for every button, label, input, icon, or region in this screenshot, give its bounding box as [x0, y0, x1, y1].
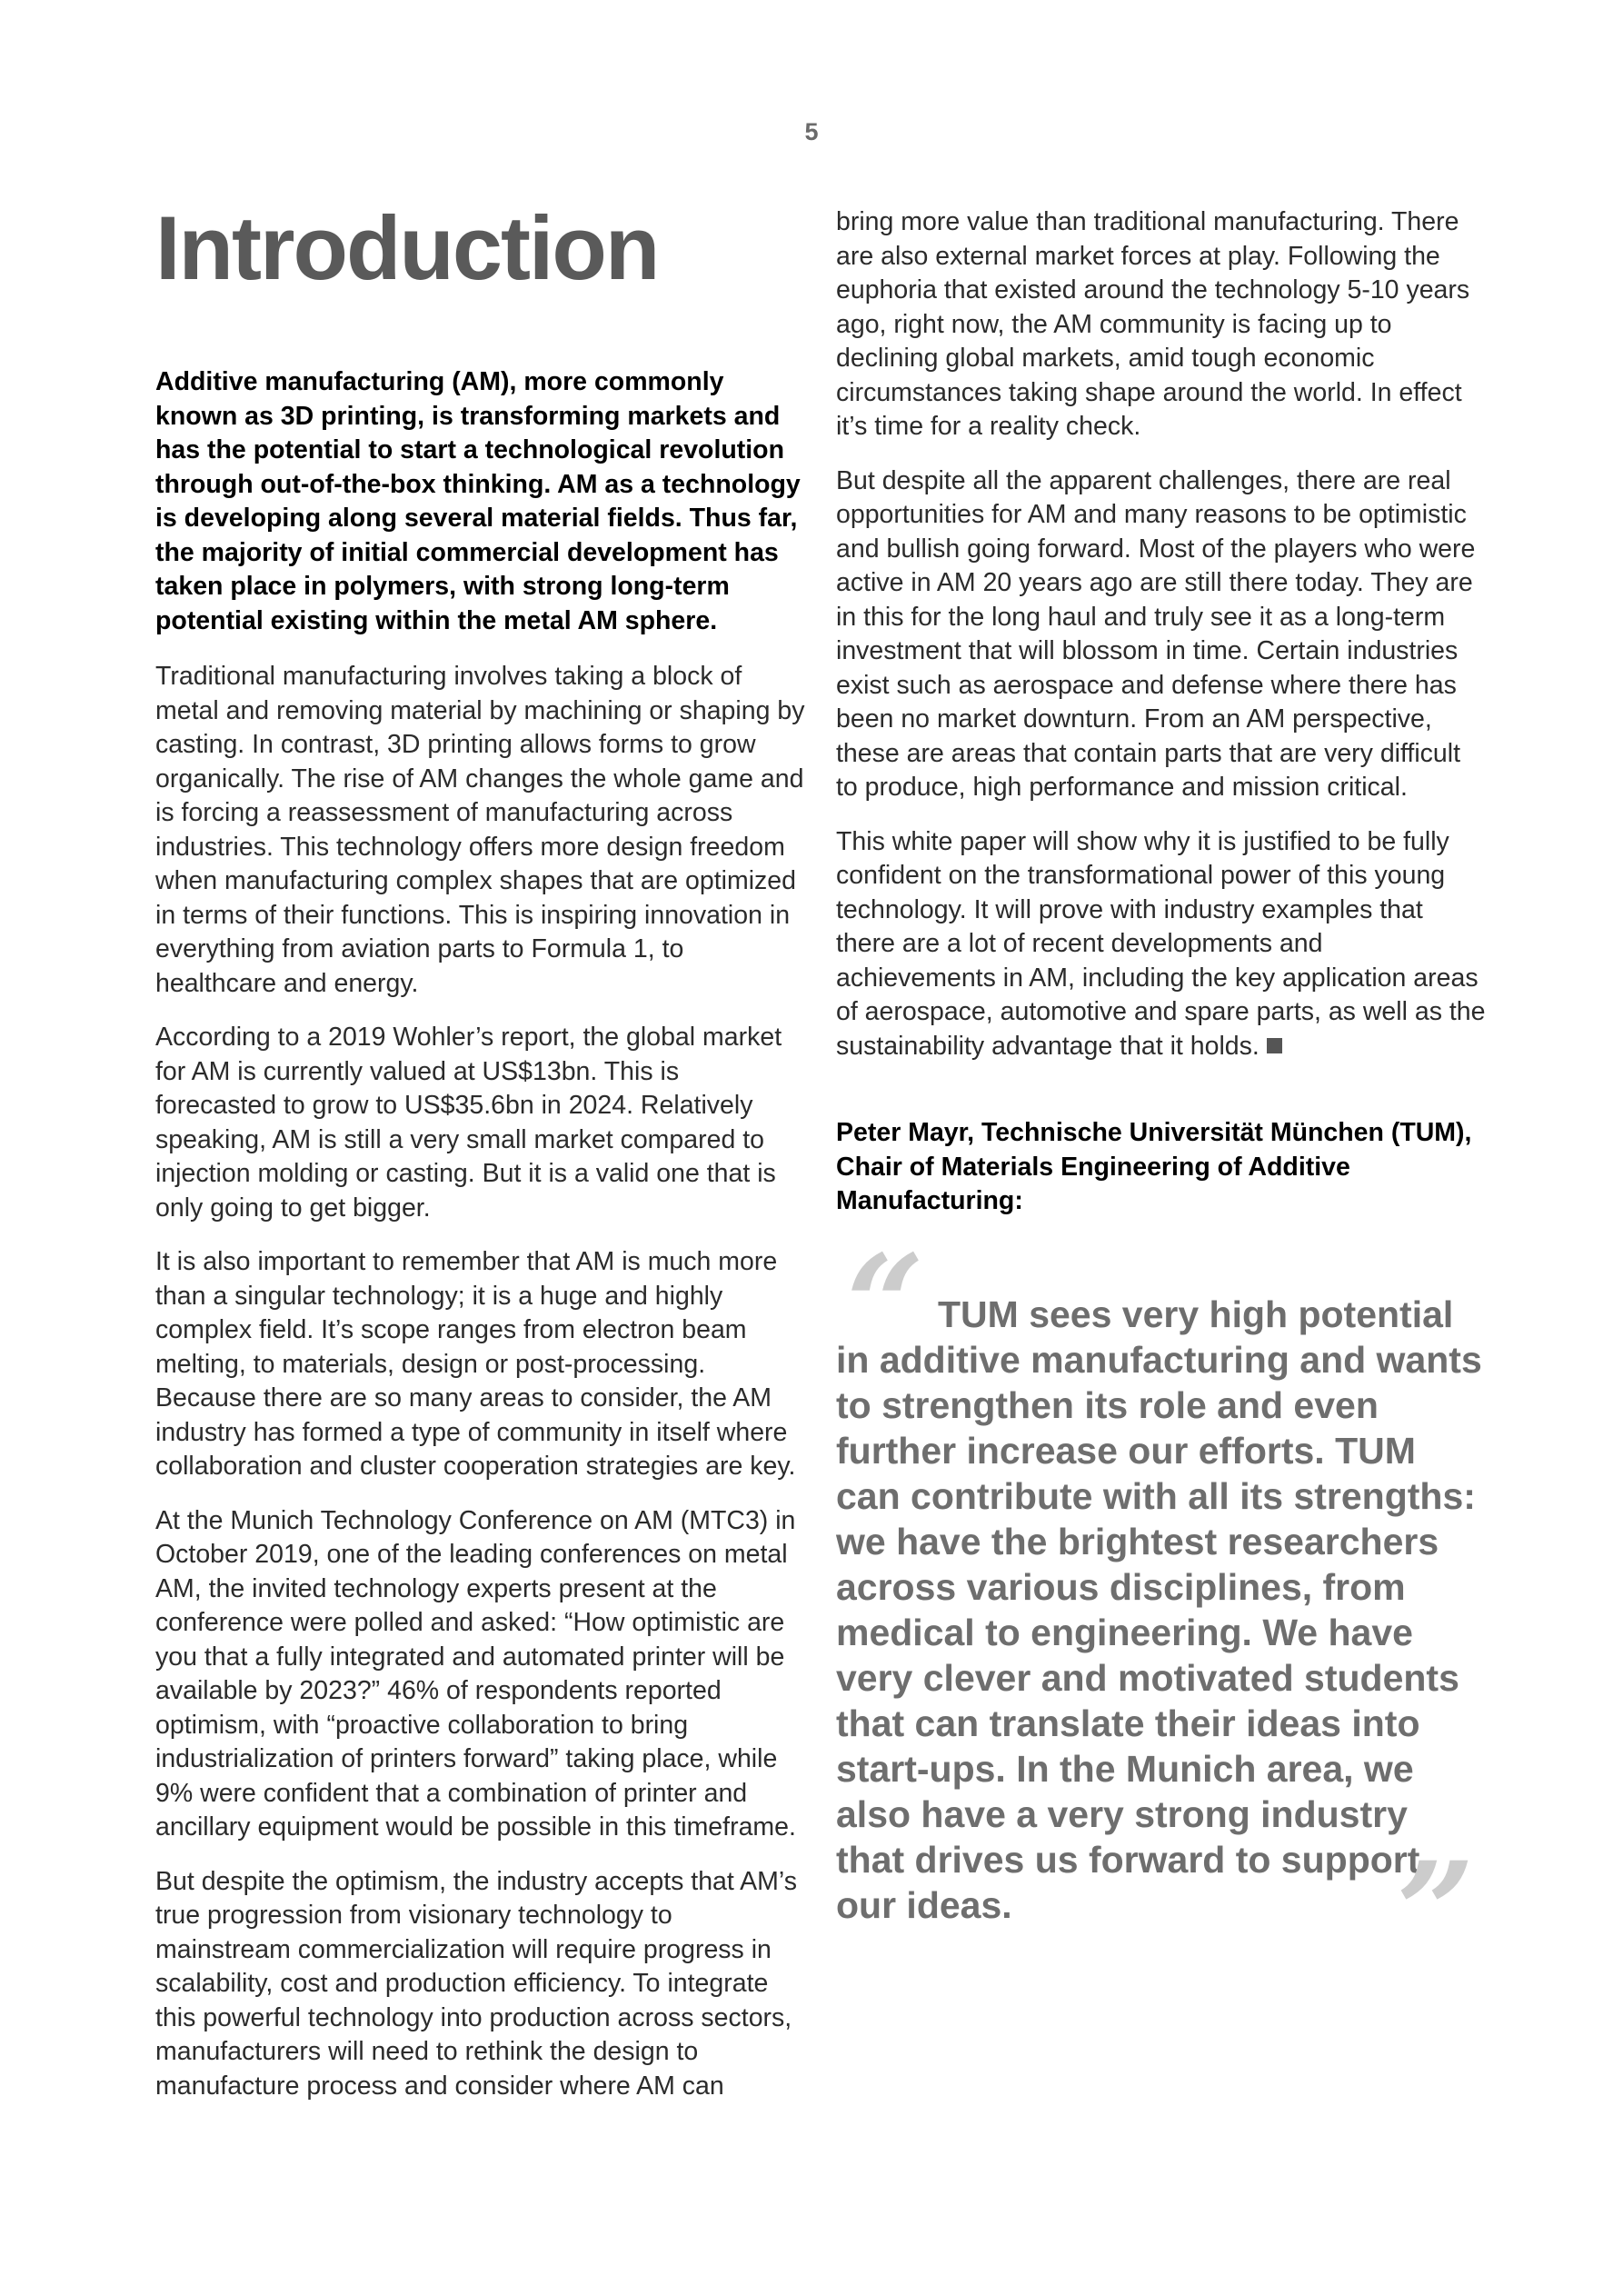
body-paragraph: According to a 2019 Wohler’s report, the global market for AM is currently valued at US$13bn. This is forecasted to grow to US$35.6bn in 2024. Relatively speaking, AM is still a very small market compared to injection molding or casting. But it is a valid one that is only going to get bigger.: [155, 1023, 782, 1223]
lead-paragraph: Additive manufacturing (AM), more commonly known as 3D printing, is transforming markets and has the potential to start a technological revolution through out-of-the-box thinking. AM as a technology is developing along several material fields. Thus far, the majority of initial commercial development has taken place in polymers, with strong long-term potential existing within the metal AM sphere.: [155, 367, 801, 635]
right-column: [836, 205, 1486, 1992]
closing-paragraph: [836, 825, 1486, 1064]
left-column: [155, 191, 805, 2123]
end-of-article-mark: [1267, 1038, 1282, 1053]
page-title: Introduction: [155, 197, 659, 298]
pull-quote-text: TUM sees very high potential in additive manufacturing and wants to strengthen its role and even further increase our efforts. TUM can contribute with all its strengths: we have the brightest researchers across various disciplines, from medical to engineering. We have very clever and motivated students that can translate their ideas into start-ups. In the Munich area, we also have a very strong industry that drives us forward to support our ideas.: [836, 1293, 1482, 1926]
body-paragraph: But despite the optimism, the industry accepts that AM’s true progression from visionary technology to mainstream commercialization will require progress in scalability, cost and production efficiency. To integrate this powerful technology into production across sectors, manufacturers will need to rethink the design to manufacture process and consider where AM can: [155, 1866, 797, 2101]
pull-quote: [836, 1224, 1486, 1992]
body-paragraph: bring more value than traditional manufacturing. There are also external market forces at play. Following the euphoria that existed around the technology 5-10 years ago, right now, the AM community is facing up to declining global markets, amid tough economic circumstances taking shape around the world. In effect it’s time for a reality check.: [836, 207, 1470, 441]
quote-attribution: Peter Mayr, Technische Universität München (TUM), Chair of Materials Engineering of Additive Manufacturing:: [836, 1118, 1472, 1215]
body-paragraph: But despite all the apparent challenges, there are real opportunities for AM and many reasons to be optimistic and bullish going forward. Most of the players who were active in AM 20 years ago are still there today. They are in this for the long haul and truly see it as a long-term investment that will blossom in time. Certain industries exist such as aerospace and defense where there has been no market downturn. From an AM perspective, these are areas that contain parts that are very difficult to produce, high performance and mission critical.: [836, 465, 1476, 802]
open-quote-icon: “: [846, 1224, 925, 1385]
body-paragraph: Traditional manufacturing involves taking a block of metal and removing material by machining or shaping by casting. In contrast, 3D printing allows forms to grow organically. The rise of AM changes the whole game and is forcing a reassessment of manufacturing across industries. This technology offers more design freedom when manufacturing complex shapes that are optimized in terms of their functions. This is inspiring innovation in everything from aviation parts to Formula 1, to healthcare and energy.: [155, 662, 805, 998]
body-paragraph: It is also important to remember that AM is much more than a singular technology; it is a huge and highly complex field. It’s scope ranges from electron beam melting, to materials, design or post-processing. Because there are so many areas to consider, the AM industry has formed a type of community in itself where collaboration and cluster cooperation strategies are key.: [155, 1247, 796, 1481]
body-paragraph: At the Munich Technology Conference on AM (MTC3) in October 2019, one of the leading conferences on metal AM, the invited technology experts present at the conference were polled and asked: “How optimistic are you that a fully integrated and automated printer will be available by 2023?” 46% of respondents reported optimism, with “proactive collaboration to bring industrialization of printers forward” taking place, while 9% were confident that a combination of printer and ancillary equipment would be possible in this timeframe.: [155, 1505, 796, 1842]
closing-paragraph-text: This white paper will show why it is justified to be fully confident on the transformational power of this young technology. It will prove with industry examples that there are a lot of recent developments and achievements in AM, including the key application areas of aerospace, automotive and spare parts, as well as the sustainability advantage that it holds.: [836, 826, 1486, 1061]
page-number: 5: [804, 118, 819, 145]
close-quote-icon: ”: [1396, 1832, 1475, 1992]
